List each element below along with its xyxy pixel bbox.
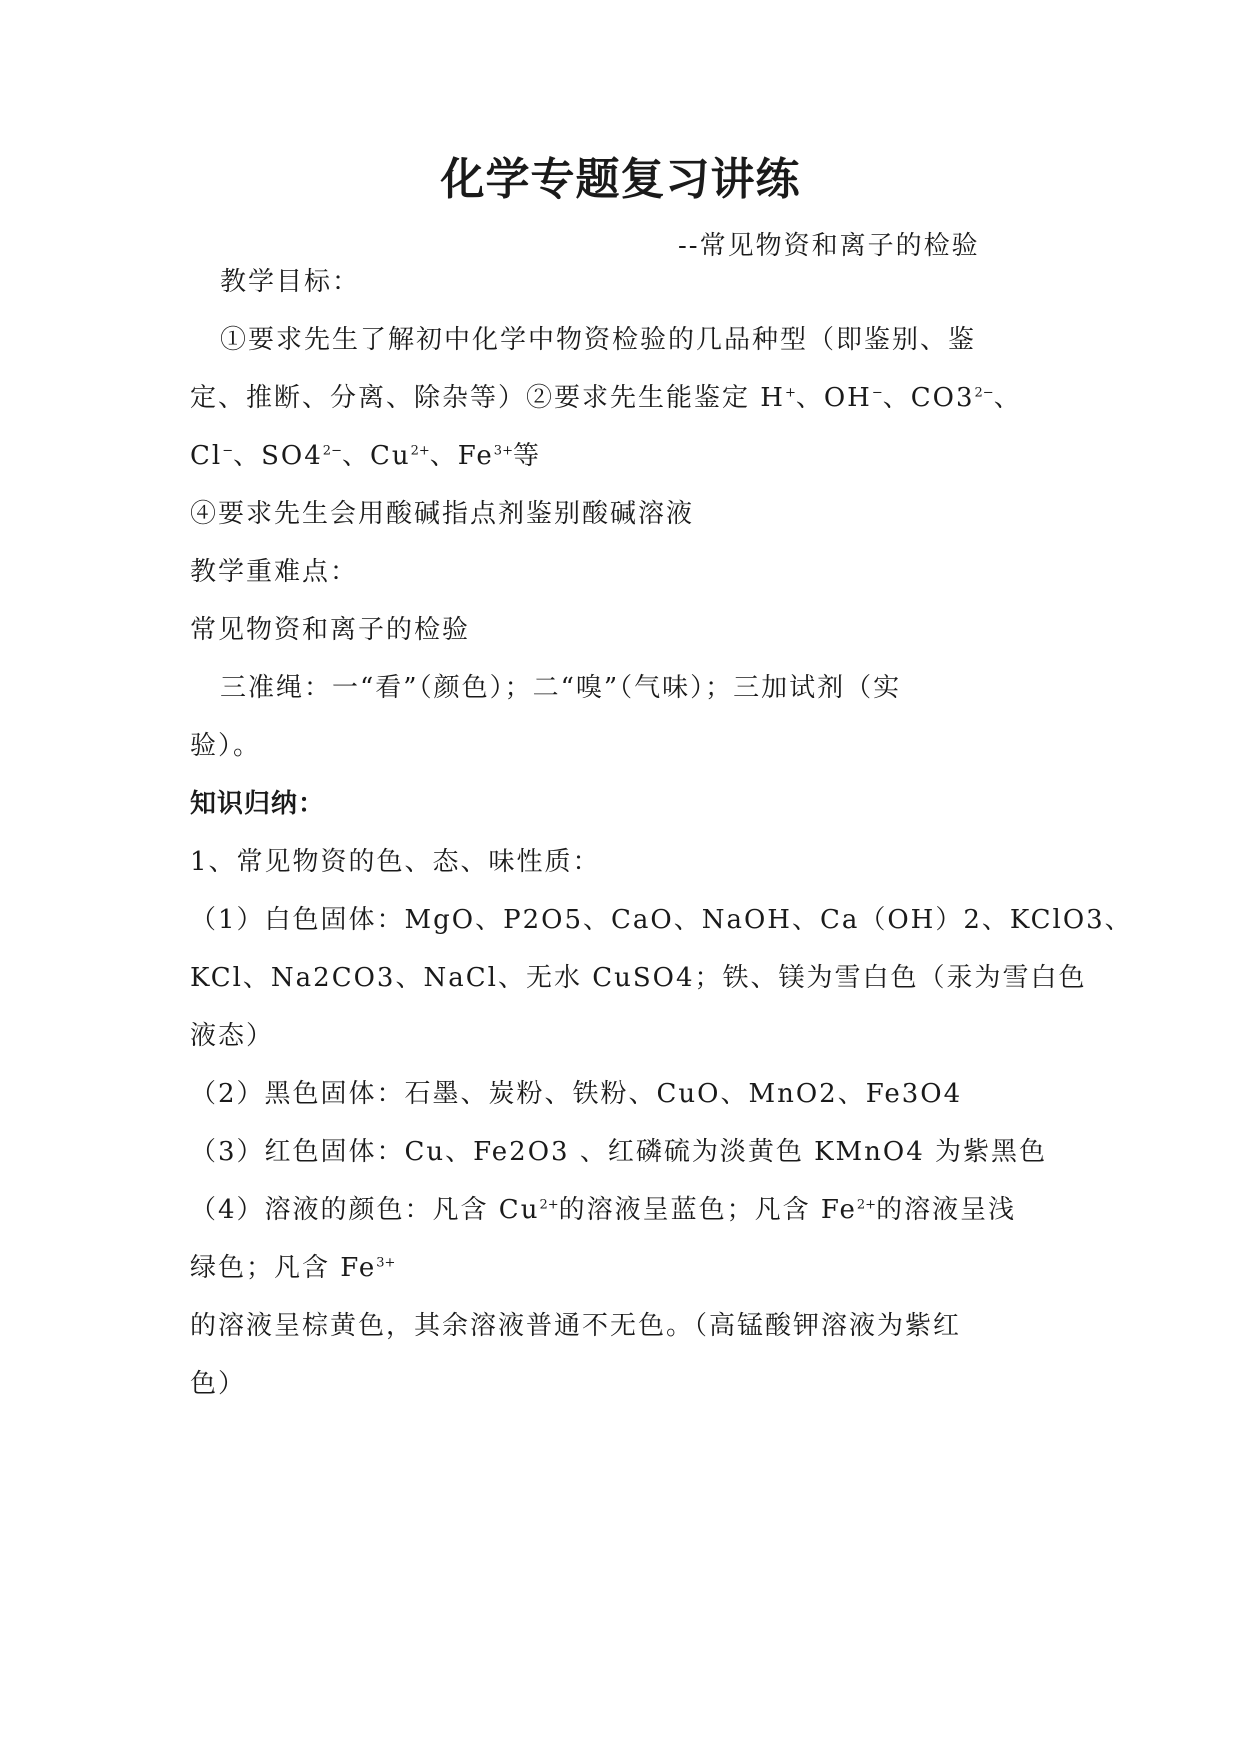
- solution-line-1-text-b: 的溶液呈蓝色；凡含 Fe: [558, 1195, 857, 1225]
- solution-line-2-superscript-1: 3+: [376, 1255, 396, 1271]
- solution-color-line-4: 色）: [190, 1369, 247, 1399]
- goal-line-3-superscript-1: −: [222, 443, 234, 459]
- goal-line-2-superscript-1: +: [784, 385, 796, 401]
- criteria-line-2: 验）。: [190, 731, 262, 761]
- knowledge-heading: 知识归纳：: [190, 789, 326, 819]
- goal-line-3-text-b: 、SO4: [233, 441, 323, 471]
- white-solids-line-3: 液态）: [190, 1021, 275, 1051]
- goal-line-3-superscript-4: 3+: [493, 443, 513, 459]
- goal-line-2-text-b: 、OH: [795, 383, 872, 413]
- black-solids-line: （2）黑色固体：石墨、炭粉、铁粉、CuO、MnO2、Fe3O4: [190, 1079, 963, 1109]
- goal-line-3-text-e: 等: [512, 441, 541, 471]
- goal-line-3-superscript-3: 2+: [410, 443, 430, 459]
- goal-line-2-superscript-2: −: [871, 385, 883, 401]
- goal-line-2-text-d: 、: [993, 383, 1022, 413]
- solution-color-line-1: [190, 1190, 1016, 1230]
- difficulty-heading: 教学重难点：: [190, 557, 359, 587]
- red-solids-line: （3）红色固体：Cu、Fe2O3 、红磷硫为淡黄色 KMnO4 为紫黑色: [190, 1137, 1048, 1167]
- goal-line-3-text-a: Cl: [190, 441, 223, 471]
- criteria-line-1: 三准绳：一“看”（颜色）；二“嗅”（气味）；三加试剂（实: [220, 673, 902, 703]
- solution-color-line-2: [190, 1248, 395, 1288]
- goal-line-3-text-c: 、Cu: [341, 441, 411, 471]
- page-subtitle: --常见物资和离子的检验: [678, 231, 980, 261]
- goal-line-3-superscript-2: 2−: [322, 443, 342, 459]
- goal-line-3: [190, 436, 541, 476]
- goal-line-2-text-a: 定、推断、分离、除杂等）②要求先生能鉴定 H: [190, 383, 785, 413]
- goal-line-2: [190, 378, 1022, 418]
- solution-line-1-text-c: 的溶液呈浅: [876, 1195, 1017, 1225]
- section-1-title: 1、常见物资的色、态、味性质：: [190, 847, 601, 877]
- white-solids-line-2: KCl、Na2CO3、NaCl、无水 CuSO4；铁、镁为雪白色（汞为雪白色: [190, 963, 1087, 993]
- goal-line-2-superscript-3: 2−: [974, 385, 994, 401]
- goal-line-1: ①要求先生了解初中化学中物资检验的几品种型（即鉴别、鉴: [220, 325, 977, 355]
- solution-line-1-superscript-1: 2+: [539, 1197, 559, 1213]
- goal-line-3-text-d: 、Fe: [429, 441, 494, 471]
- solution-line-1-text-a: （4）溶液的颜色：凡含 Cu: [190, 1195, 540, 1225]
- goals-heading: 教学目标：: [220, 267, 361, 297]
- page-title: 化学专题复习讲练: [440, 154, 801, 205]
- solution-line-1-superscript-2: 2+: [856, 1197, 877, 1213]
- solution-color-line-3: 的溶液呈棕黄色，其余溶液普通不无色。（高锰酸钾溶液为紫红: [190, 1311, 962, 1341]
- goal-line-2-text-c: 、CO3: [882, 383, 975, 413]
- goal-line-4: ④要求先生会用酸碱指点剂鉴别酸碱溶液: [190, 499, 695, 529]
- difficulty-text: 常见物资和离子的检验: [190, 615, 471, 645]
- solution-line-2-text-a: 绿色；凡含 Fe: [190, 1253, 377, 1283]
- white-solids-line-1: （1）白色固体：MgO、P2O5、CaO、NaOH、Ca（OH）2、KClO3、: [190, 905, 1133, 935]
